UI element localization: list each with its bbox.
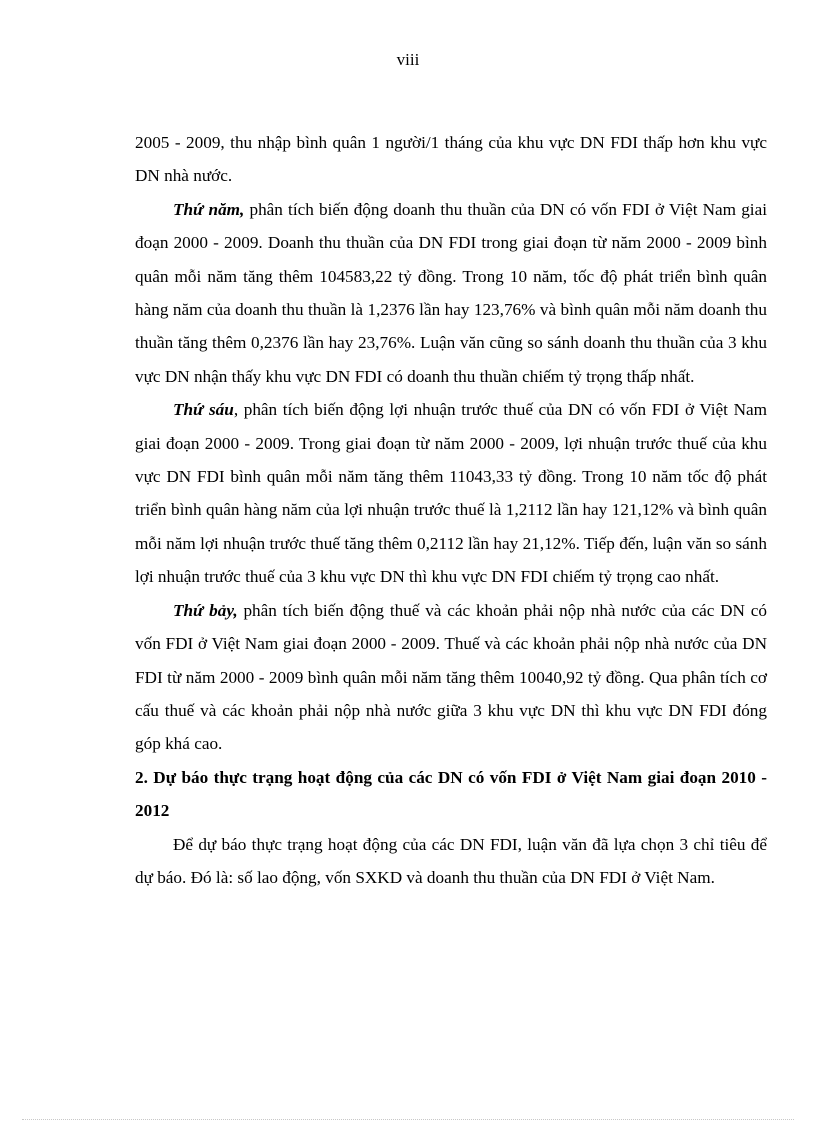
paragraph-seventh-tax xyxy=(135,594,767,761)
paragraph-text: 2005 - 2009, thu nhập bình quân 1 người/1 tháng của khu vực DN FDI thấp hơn khu vực DN nhà nước. xyxy=(135,133,767,186)
paragraph-forecast-intro xyxy=(135,828,767,895)
paragraph-lead: Thứ sáu xyxy=(173,400,234,420)
paragraph-sixth-profit xyxy=(135,393,767,593)
paragraph-lead: Thứ năm, xyxy=(173,199,245,219)
paragraph-income-conclusion xyxy=(135,126,767,193)
paragraph-text: Để dự báo thực trạng hoạt động của các DN FDI, luận văn đã lựa chọn 3 chỉ tiêu để dự báo. Đó là: số lao động, vốn SXKD và doanh thu thuần của DN FDI ở Việt Nam. xyxy=(135,834,767,887)
paragraph-text: phân tích biến động thuế và các khoản phải nộp nhà nước của các DN có vốn FDI ở Việt Nam giai đoạn 2000 - 2009. Thuế và các khoản phải nộp nhà nước của DN FDI từ năm 2000 - 2009 bình quân mỗi năm tăng thêm 10040,92 tỷ đồng. Qua phân tích cơ cấu thuế và các khoản phải nộp nhà nước giữa 3 khu vực DN thì khu vực DN FDI đóng góp khá cao. xyxy=(135,600,767,754)
document-body xyxy=(135,126,767,894)
page-number: viii xyxy=(396,50,420,69)
section-heading: 2. Dự báo thực trạng hoạt động của các DN có vốn FDI ở Việt Nam giai đoạn 2010 - 2012 xyxy=(135,767,767,821)
paragraph-fifth-net-revenue xyxy=(135,193,767,393)
paragraph-lead: Thứ bảy, xyxy=(173,600,238,620)
paragraph-text: phân tích biến động doanh thu thuần của DN có vốn FDI ở Việt Nam giai đoạn 2000 - 2009. Doanh thu thuần của DN FDI trong giai đoạn từ năm 2000 - 2009 bình quân mỗi năm tăng thêm 104583,22 tỷ đồng. Trong 10 năm, tốc độ phát triển bình quân hàng năm của doanh thu thuần là 1,2376 lần hay 123,76% và bình quân mỗi năm doanh thu thuần tăng thêm 0,2376 lần hay 23,76%. Luận văn cũng so sánh doanh thu thuần của 3 khu vực DN nhận thấy khu vực DN FDI có doanh thu thuần chiếm tỷ trọng thấp nhất. xyxy=(135,199,767,386)
paragraph-text: , phân tích biến động lợi nhuận trước thuế của DN có vốn FDI ở Việt Nam giai đoạn 2000 - 2009. Trong giai đoạn từ năm 2000 - 2009, lợi nhuận trước thuế của khu vực DN FDI bình quân mỗi năm tăng thêm 11043,33 tỷ đồng. Trong 10 năm tốc độ phát triển bình quân hàng năm của lợi nhuận trước thuế là 1,2112 lần hay 121,12% và bình quân mỗi năm lợi nhuận trước thuế tăng thêm 0,2112 lần hay 21,12%. Tiếp đến, luận văn so sánh lợi nhuận trước thuế của 3 khu vực DN thì khu vực DN FDI chiếm tỷ trọng cao nhất. xyxy=(135,400,767,587)
page-bottom-divider xyxy=(22,1119,794,1120)
